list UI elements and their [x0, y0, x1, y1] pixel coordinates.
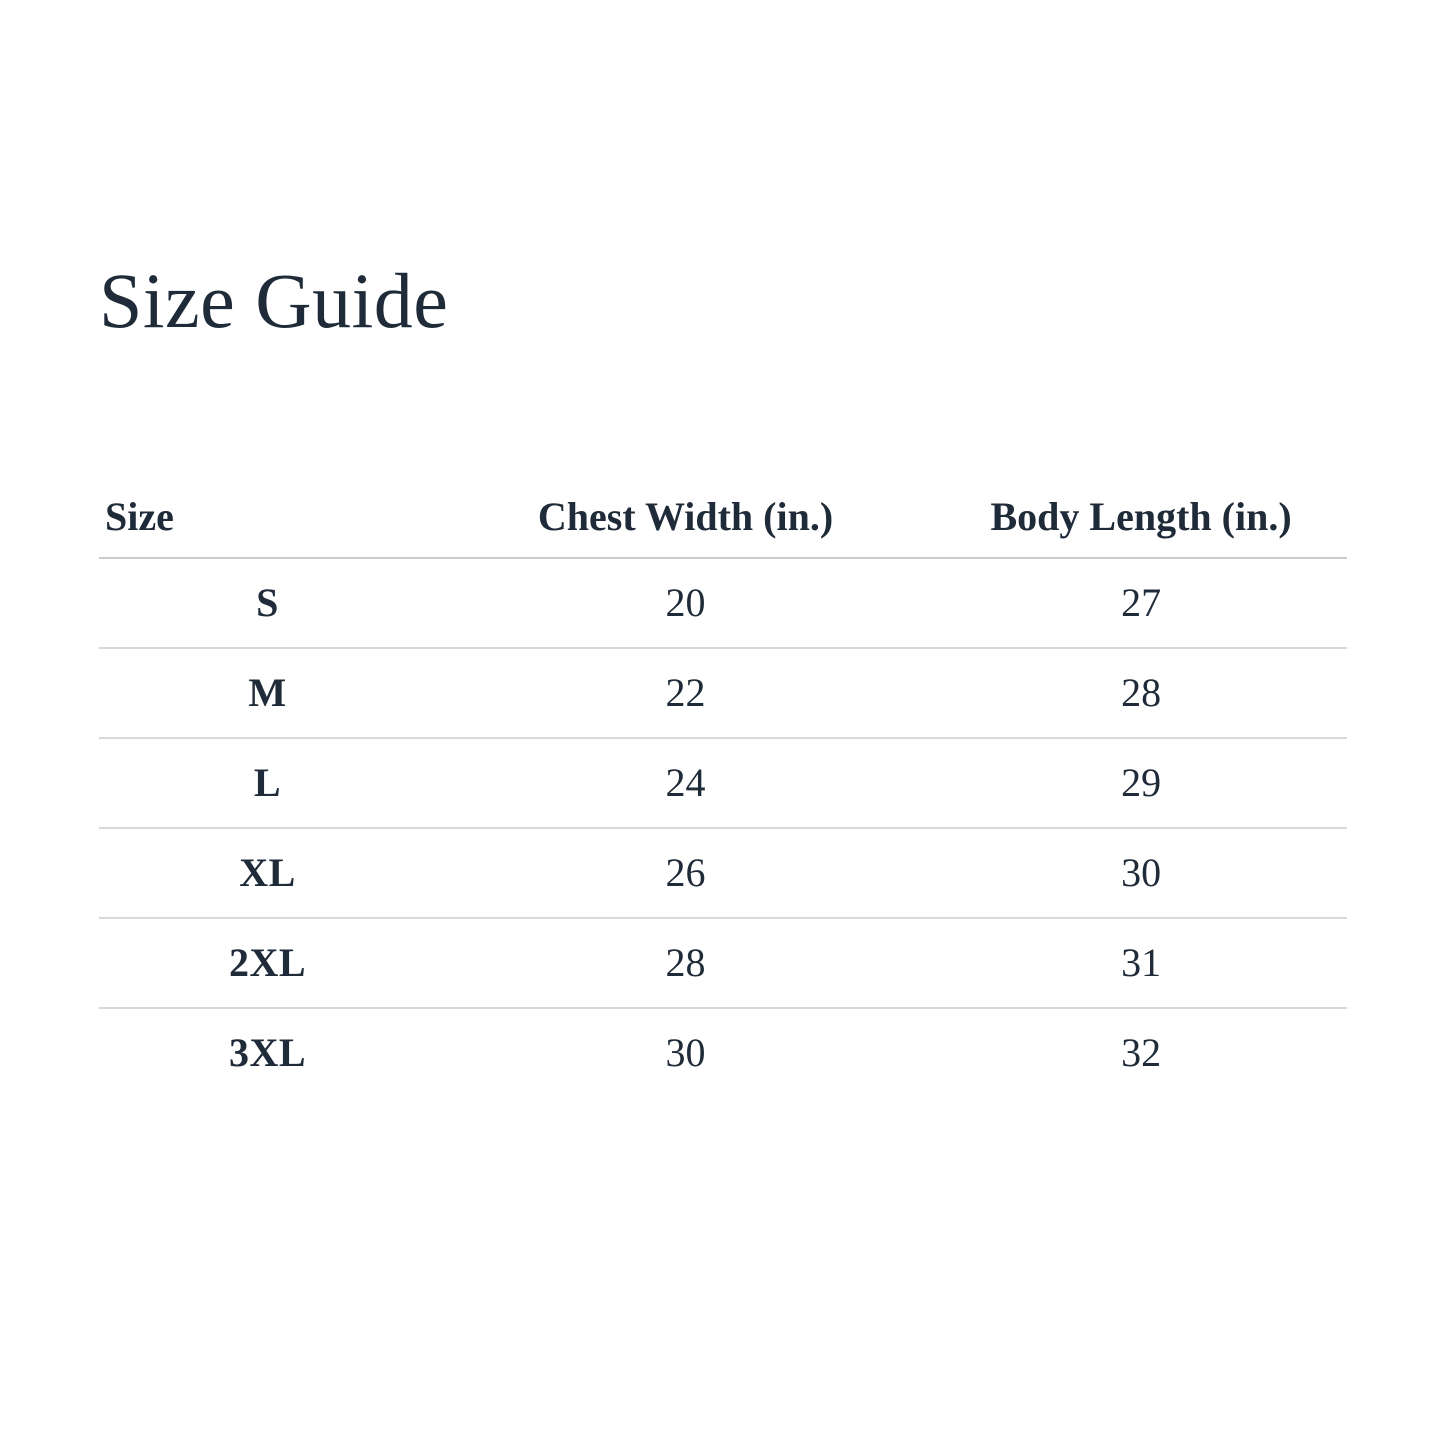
column-header-size: Size	[105, 494, 174, 539]
cell-chest-width: 28	[436, 918, 935, 1008]
cell-chest-width: 30	[665, 1030, 706, 1075]
cell-size: S	[99, 558, 436, 648]
size-chart-container	[99, 495, 1347, 1097]
cell-body-length: 32	[1121, 1030, 1162, 1075]
cell-chest-width: 24	[436, 738, 935, 828]
column-header-chest-width: Chest Width (in.)	[537, 494, 834, 539]
cell-size: M	[99, 648, 436, 738]
cell-body-length: 30	[935, 828, 1347, 918]
cell-size: 2XL	[99, 918, 436, 1008]
page-title: Size Guide	[99, 257, 449, 344]
table-row	[99, 1008, 1347, 1097]
column-header-body-length: Body Length (in.)	[990, 494, 1292, 539]
cell-body-length: 28	[935, 648, 1347, 738]
cell-size: XL	[99, 828, 436, 918]
cell-size: 3XL	[228, 1030, 307, 1075]
table-row	[99, 558, 1347, 648]
table-row	[99, 738, 1347, 828]
table-header	[99, 495, 1347, 558]
table-header-row	[99, 495, 1347, 558]
cell-body-length: 31	[935, 918, 1347, 1008]
table-row	[99, 918, 1347, 1008]
size-chart-table	[99, 495, 1347, 1097]
cell-size: L	[99, 738, 436, 828]
table-row	[99, 828, 1347, 918]
cell-body-length: 29	[935, 738, 1347, 828]
table-row	[99, 648, 1347, 738]
cell-chest-width: 26	[436, 828, 935, 918]
cell-chest-width: 22	[436, 648, 935, 738]
table-body	[99, 558, 1347, 1097]
cell-chest-width: 20	[436, 558, 935, 648]
cell-body-length: 27	[935, 558, 1347, 648]
